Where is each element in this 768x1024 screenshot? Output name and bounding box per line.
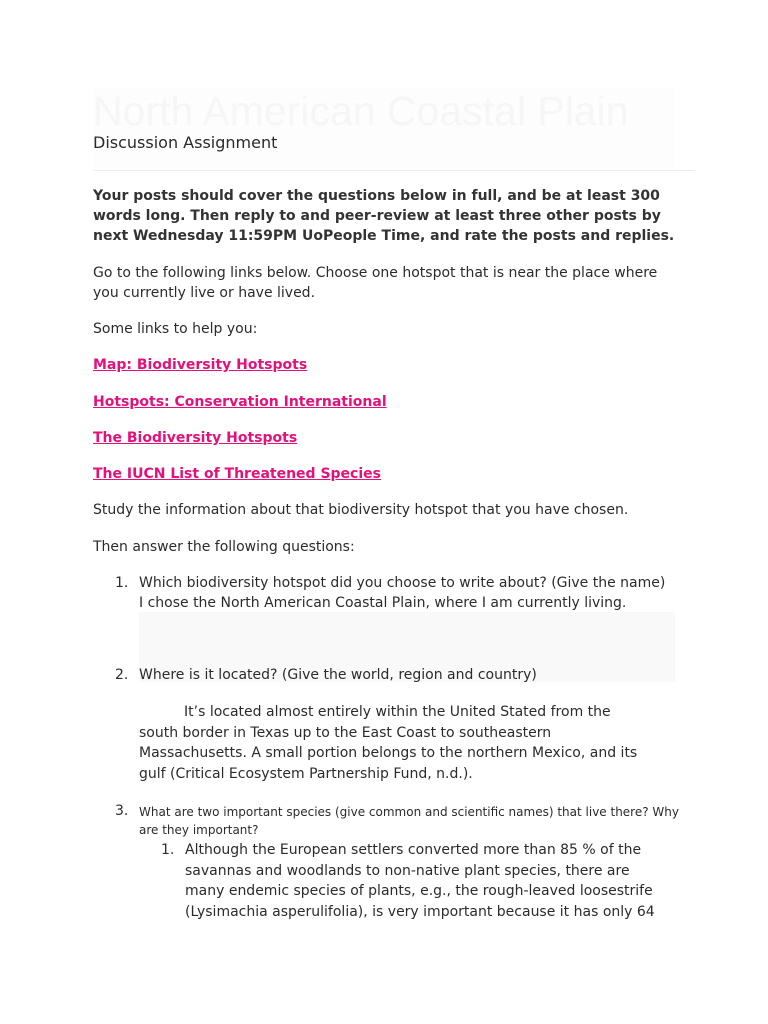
links-intro-text: Some links to help you: (93, 321, 258, 337)
answer-text: Although the European settlers converted more than 85 % of the savannas and woodlands to non-native plant species, there are many endemic species of plants, e.g., the rough-leaved loosestrife (Lysimachia asperulifolia), is very important because it has only 64 (185, 842, 655, 920)
question-number: 1. (115, 575, 129, 591)
instructions-text: Your posts should cover the questions below in full, and be at least 300 words long. Then reply to and peer-review at least three other posts by next Wednesday 11:59PM UoPeople Time, and rate the posts and replies. (93, 188, 675, 244)
page-title: North American Coastal Plain (93, 88, 629, 134)
link-biodiversity-hotspots[interactable]: The Biodiversity Hotspots (93, 430, 298, 446)
title-divider (93, 170, 695, 171)
page-subtitle: Discussion Assignment (93, 133, 278, 152)
answer-text: I chose the North American Coastal Plain, where I am currently living. (139, 595, 627, 611)
link-conservation-international[interactable]: Hotspots: Conservation International (93, 394, 387, 410)
title-block (93, 88, 675, 170)
study-text: Study the information about that biodiversity hotspot that you have chosen. (93, 502, 629, 518)
then-text: Then answer the following questions: (93, 539, 355, 555)
link-biodiversity-map[interactable]: Map: Biodiversity Hotspots (93, 357, 308, 373)
question-text: What are two important species (give common and scientific names) that live there? Why are they important? (139, 805, 679, 837)
question-number: 2. (115, 667, 129, 683)
sub-answer-number: 1. (161, 842, 175, 858)
question-text: Where is it located? (Give the world, region and country) (139, 667, 537, 683)
question-number: 3. (115, 803, 129, 819)
link-iucn-list[interactable]: The IUCN List of Threatened Species (93, 466, 381, 482)
goto-text: Go to the following links below. Choose one hotspot that is near the place where you currently live or have lived. (93, 265, 658, 301)
intro-section (93, 186, 683, 557)
answer-text: It’s located almost entirely within the United Stated from the south border in Texas up to the East Coast to southeastern Massachusetts. A small portion belongs to the northern Mexico, and its gulf (Critical Ecosystem Partnership Fund, n.d.). (139, 704, 638, 782)
question-text: Which biodiversity hotspot did you choose to write about? (Give the name) (139, 575, 666, 591)
